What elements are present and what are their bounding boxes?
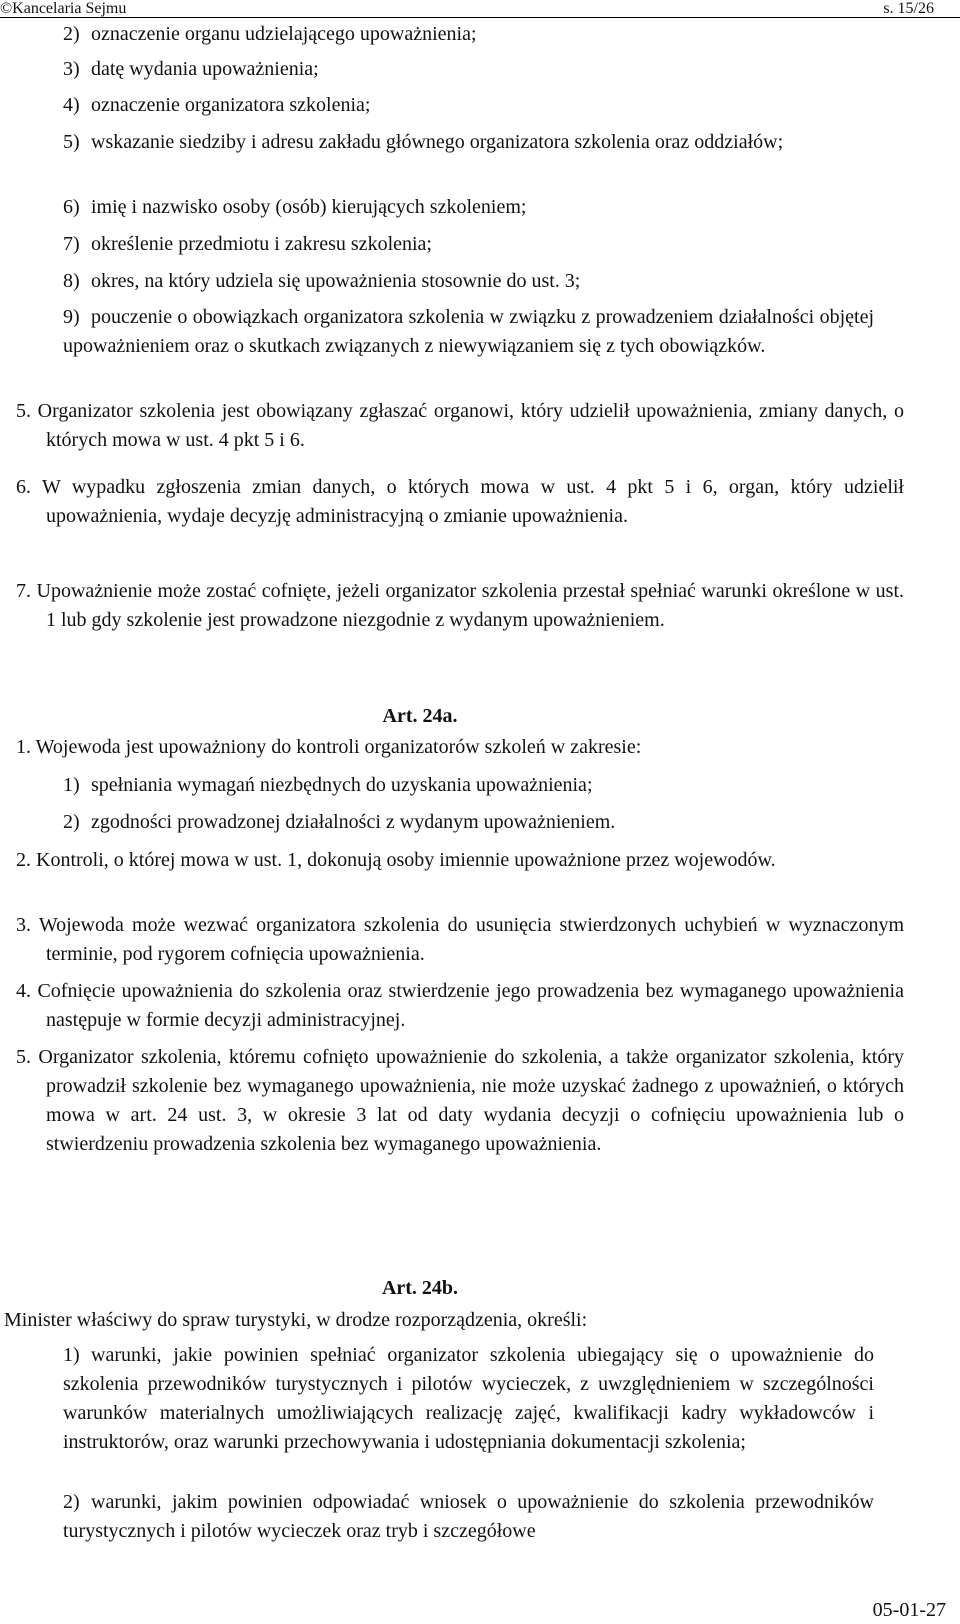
paragraph: 5. Organizator szkolenia jest obowiązany zgłaszać organowi, który udzielił upoważnienia, zmiany danych, o których mowa w ust. 4 pkt 5 i 6.: [16, 400, 904, 451]
list-item: 6) imię i nazwisko osoby (osób) kierujących szkoleniem;: [63, 196, 527, 218]
list-item: 2) warunki, jakim powinien odpowiadać wniosek o upoważnienie do szkolenia przewodników turystycznych i pilotów wycieczek oraz tryb i szczegółowe: [63, 1491, 874, 1542]
paragraph: Minister właściwy do spraw turystyki, w drodze rozporządzenia, określi:: [4, 1309, 588, 1331]
page-header: [0, 0, 960, 18]
header-publisher: ©Kancelaria Sejmu: [0, 0, 127, 17]
footer-code: 05-01-27: [872, 1599, 946, 1621]
list-item: 5) wskazanie siedziby i adresu zakładu głównego organizatora szkolenia oraz oddziałów;: [63, 131, 784, 153]
list-item: 8) okres, na który udziela się upoważnienia stosownie do ust. 3;: [63, 270, 581, 292]
list-item: 3) datę wydania upoważnienia;: [63, 58, 319, 80]
header-rule: [0, 17, 960, 18]
list-item: 1) spełniania wymagań niezbędnych do uzyskania upoważnienia;: [63, 774, 593, 796]
paragraph: 5. Organizator szkolenia, któremu cofnięto upoważnienie do szkolenia, a także organizator szkolenia, który prowadził szkolenie bez wymaganego upoważnienia, nie może uzyskać żadnego z upoważnień, o których mowa w art. 24 ust. 3, w okresie 3 lat od daty wydania decyzji o cofnięciu upoważnienia lub o stwierdzeniu prowadzenia szkolenia bez wymaganego upoważnienia.: [16, 1046, 904, 1155]
article-title: Art. 24b.: [381, 1277, 459, 1299]
article-title: Art. 24a.: [382, 705, 458, 727]
list-item: 1) warunki, jakie powinien spełniać organizator szkolenia ubiegający się o upoważnienie do szkolenia przewodników turystycznych i pilotów wycieczek, z uwzględnieniem w szczególności warunków materialnych umożliwiających realizację zajęć, kwalifikacji kadry wykładowców i instruktorów, oraz warunki przechowywania i udostępniania dokumentacji szkolenia;: [63, 1344, 874, 1453]
paragraph: 4. Cofnięcie upoważnienia do szkolenia oraz stwierdzenie jego prowadzenia bez wymaganego upoważnienia następuje w formie decyzji administracyjnej.: [16, 980, 904, 1031]
list-item: 7) określenie przedmiotu i zakresu szkolenia;: [63, 233, 432, 255]
paragraph: 3. Wojewoda może wezwać organizatora szkolenia do usunięcia stwierdzonych uchybień w wyznaczonym terminie, pod rygorem cofnięcia upoważnienia.: [16, 914, 904, 965]
list-item: 2) oznaczenie organu udzielającego upoważnienia;: [63, 23, 477, 45]
header-page-number: s. 15/26: [883, 0, 934, 17]
paragraph: 1. Wojewoda jest upoważniony do kontroli organizatorów szkoleń w zakresie:: [16, 736, 642, 758]
paragraph: 6. W wypadku zgłoszenia zmian danych, o których mowa w ust. 4 pkt 5 i 6, organ, który udzielił upoważnienia, wydaje decyzję administracyjną o zmianie upoważnienia.: [16, 476, 904, 527]
paragraph: 2. Kontroli, o której mowa w ust. 1, dokonują osoby imiennie upoważnione przez wojewodów.: [16, 849, 776, 871]
paragraph: 7. Upoważnienie może zostać cofnięte, jeżeli organizator szkolenia przestał spełniać warunki określone w ust. 1 lub gdy szkolenie jest prowadzone niezgodnie z wydanym upoważnieniem.: [16, 580, 904, 631]
list-item: 4) oznaczenie organizatora szkolenia;: [63, 94, 371, 116]
list-item: 9) pouczenie o obowiązkach organizatora szkolenia w związku z prowadzeniem działalności objętej upoważnieniem oraz o skutkach związanych z niewywiązaniem się z tych obowiązków.: [63, 306, 874, 357]
list-item: 2) zgodności prowadzonej działalności z wydanym upoważnieniem.: [63, 811, 616, 833]
